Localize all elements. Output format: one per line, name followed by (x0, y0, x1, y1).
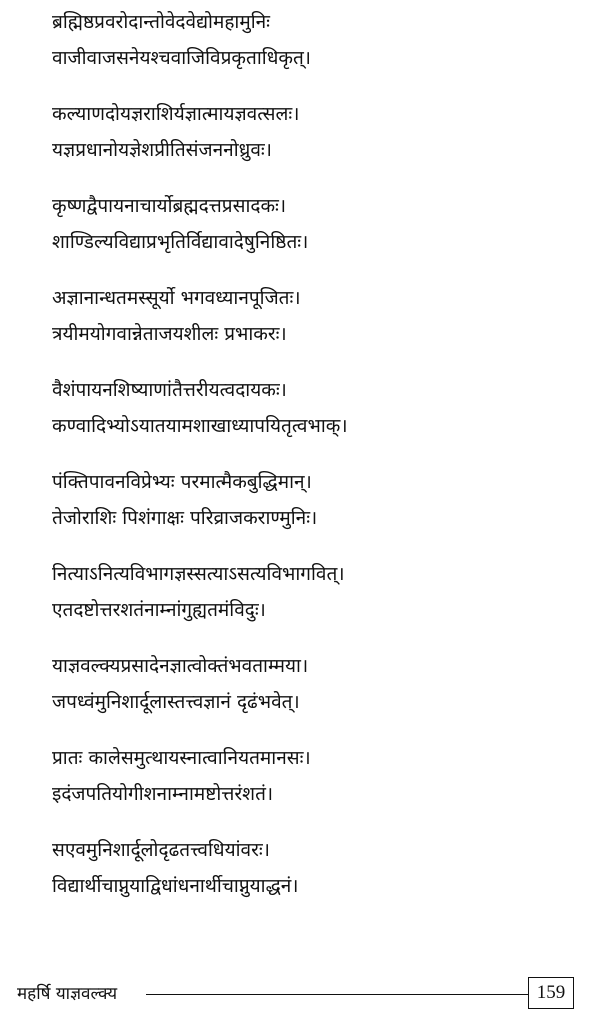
verse-line: सएवमुनिशार्दूलोदृढतत्त्वधियांवरः। (52, 839, 270, 861)
verse-line: प्रातः कालेसमुत्थायस्नात्वानियतमानसः। (52, 747, 311, 769)
verse-line: अज्ञानान्धतमस्सूर्यो भगवध्यानपूजितः। (52, 287, 301, 309)
verse-line: इदंजपतियोगीशनाम्नामष्टोत्तरंशतं। (52, 783, 274, 805)
verse (52, 648, 572, 740)
verse (52, 372, 572, 464)
verse (52, 832, 572, 924)
verse-line: कण्वादिभ्योऽयातयामशाखाध्यापयितृत्वभाक्। (52, 415, 348, 437)
verse-line: त्रयीमयोगवान्नेताजयशीलः प्रभाकरः। (52, 323, 287, 345)
verse-line: कृष्णद्वैपायनाचार्योब्रह्मदत्तप्रसादकः। (52, 195, 287, 217)
page-footer (0, 977, 600, 1013)
verse-line: पंक्तिपावनविप्रेभ्यः परमात्मैकबुद्धिमान्। (52, 471, 312, 493)
verse-line: नित्याऽनित्यविभागज्ञस्सत्याऽसत्यविभागवित्। (52, 563, 345, 585)
verse (52, 740, 572, 832)
verse-block (52, 4, 572, 924)
verse-line: वैशंपायनशिष्याणांतैत्तरीयत्वदायकः। (52, 379, 287, 401)
verse (52, 4, 572, 96)
verse-line: एतदष्टोत्तरशतंनाम्नांगुह्यतमंविदुः। (52, 599, 266, 621)
verse-line: विद्यार्थीचाप्नुयाद्विधांधनार्थीचाप्नुयाद्धनं। (52, 875, 299, 897)
verse (52, 556, 572, 648)
verse-line: याज्ञवल्क्यप्रसादेनज्ञात्वोक्तंभवताम्मया। (52, 655, 309, 677)
footer-rule (146, 994, 528, 995)
verse-line: ब्रह्मिष्ठप्रवरोदान्तोवेदवेद्योमहामुनिः (52, 11, 271, 33)
verse-line: कल्याणदोयज्ञराशिर्यज्ञात्मायज्ञवत्सलः। (52, 103, 300, 125)
verse-line: तेजोराशिः पिशंगाक्षः परिव्राजकराण्मुनिः। (52, 507, 318, 529)
verse-line: जपध्वंमुनिशार्दूलास्तत्त्वज्ञानं दृढंभवेत्। (52, 691, 300, 713)
verse (52, 96, 572, 188)
verse-line: वाजीवाजसनेयश्चवाजिविप्रकृताधिकृत्। (52, 47, 312, 69)
verse-line: शाण्डिल्यविद्याप्रभृतिर्विद्यावादेषुनिष्ठितः। (52, 231, 309, 253)
page-number: 159 (528, 977, 574, 1009)
verse (52, 188, 572, 280)
verse (52, 280, 572, 372)
verse (52, 464, 572, 556)
running-title: महर्षि याज्ञवल्क्य (17, 984, 118, 1004)
verse-line: यज्ञप्रधानोयज्ञेशप्रीतिसंजननोध्रुवः। (52, 139, 272, 161)
